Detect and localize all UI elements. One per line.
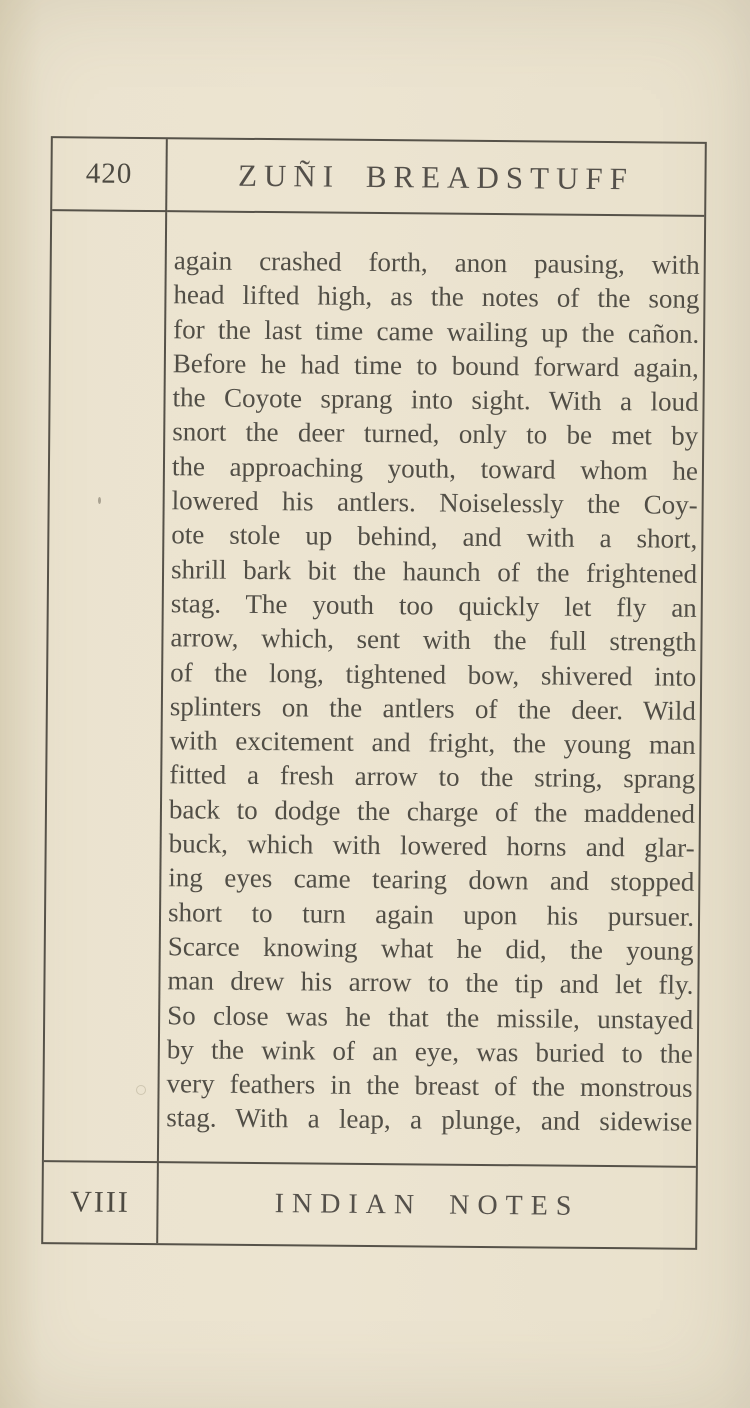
text-line: short to turn again upon his pursuer. [167, 896, 695, 932]
running-foot-title: INDIAN NOTES [274, 1188, 580, 1222]
running-head-title: ZUÑI BREADSTUFF [237, 157, 635, 196]
volume-number: VIII [70, 1185, 131, 1219]
text-line: by the wink of an eye, was buried to the [166, 1034, 693, 1069]
text-line: stag. The youth too quickly let fly an [170, 588, 697, 623]
text-line: the Coyote sprang into sight. With a loud [172, 382, 699, 418]
footer-title-cell [158, 1161, 696, 1248]
header-title-cell [167, 139, 705, 217]
text-line: ote stole up behind, and with a short, [171, 519, 698, 555]
text-line: the approaching youth, toward whom he [171, 451, 699, 486]
text-line: very feathers in the breast of the monstrous [166, 1068, 693, 1103]
body-text-column [159, 212, 704, 1166]
text-line: for the last time came wailing up the cañon. [173, 313, 700, 349]
text-line: with excitement and fright, the young man [169, 725, 696, 760]
text-line: lowered his antlers. Noiselessly the Coy- [171, 485, 698, 520]
page-frame [41, 136, 707, 1250]
text-line: shrill bark bit the haunch of the frightened [170, 553, 698, 589]
text-line: of the long, tightened bow, shivered into [170, 656, 697, 692]
text-line: stag. With a leap, a plunge, and sidewise [166, 1102, 693, 1138]
text-line: buck, which with lowered horns and glar- [168, 828, 695, 863]
text-line: snort the deer turned, only to be met by [172, 416, 699, 452]
header-folio-cell [52, 138, 168, 212]
margin-column [44, 211, 167, 1161]
text-line: back to dodge the charge of the maddened [168, 793, 696, 829]
text-line: Before he had time to bound forward again, [172, 348, 699, 383]
footer-volume-cell [43, 1160, 159, 1243]
text-line: Scarce knowing what he did, the young [167, 931, 694, 966]
page-number: 420 [85, 157, 133, 190]
text-line: again crashed forth, anon pausing, with [173, 245, 700, 280]
text-line: splinters on the antlers of the deer. Wild [169, 691, 696, 726]
text-line: arrow, which, sent with the full strength [170, 622, 697, 658]
text-line: ing eyes came tearing down and stopped [168, 862, 695, 898]
text-line: head lifted high, as the notes of the song [173, 279, 700, 315]
text-line: fitted a fresh arrow to the string, sprang [169, 759, 696, 795]
text-line: So close was he that the missile, unstayed [167, 999, 694, 1035]
text-line: man drew his arrow to the tip and let fly. [167, 965, 694, 1001]
